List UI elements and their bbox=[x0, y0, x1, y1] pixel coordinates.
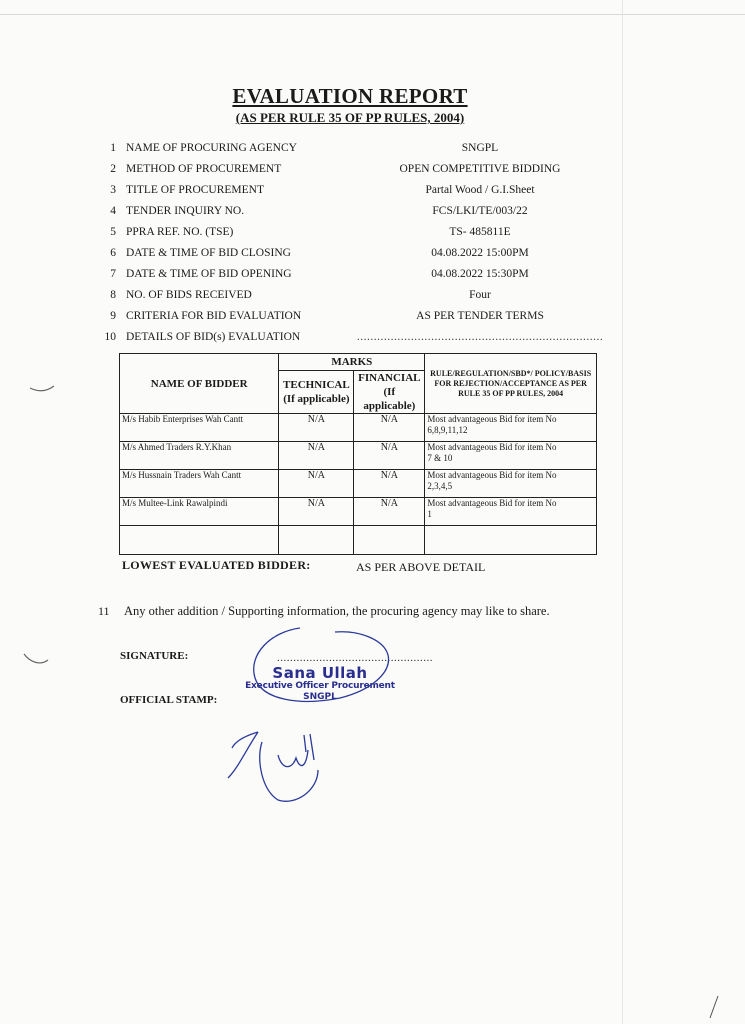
header-technical-label: TECHNICAL bbox=[283, 379, 350, 391]
detail-row bbox=[0, 289, 745, 309]
detail-row bbox=[0, 331, 745, 351]
table-row bbox=[120, 414, 597, 442]
lowest-bidder-label: LOWEST EVALUATED BIDDER: bbox=[122, 558, 311, 572]
evaluation-basis bbox=[425, 442, 597, 470]
other-info-text: Any other addition / Supporting information, the procuring agency may like to share. bbox=[124, 604, 550, 618]
header-technical-applicable: (If applicable) bbox=[283, 393, 350, 405]
basis-text: Most advantageous Bid for item No bbox=[427, 414, 557, 424]
report-title: EVALUATION REPORT bbox=[232, 84, 468, 108]
detail-label: NO. OF BIDS RECEIVED bbox=[126, 289, 252, 301]
detail-row bbox=[0, 247, 745, 267]
detail-value: AS PER TENDER TERMS bbox=[416, 310, 544, 322]
detail-label: TITLE OF PROCUREMENT bbox=[126, 184, 264, 196]
financial-marks: N/A bbox=[354, 498, 425, 526]
detail-value: TS- 485811E bbox=[449, 226, 511, 238]
evaluation-basis bbox=[425, 498, 597, 526]
table-row bbox=[120, 470, 597, 498]
stamp-title: Executive Officer Procurement bbox=[245, 681, 395, 691]
detail-number: 6 bbox=[110, 247, 116, 259]
detail-label: NAME OF PROCURING AGENCY bbox=[126, 142, 297, 154]
official-stamp-label: OFFICIAL STAMP: bbox=[120, 694, 218, 706]
signature-label: SIGNATURE: bbox=[120, 650, 189, 662]
corner-mark bbox=[710, 996, 718, 1018]
detail-row bbox=[0, 205, 745, 225]
technical-marks: N/A bbox=[279, 414, 354, 442]
detail-label: METHOD OF PROCUREMENT bbox=[126, 163, 282, 175]
detail-row bbox=[0, 163, 745, 183]
stamp-name: Sana Ullah bbox=[272, 664, 368, 682]
detail-value: Partal Wood / G.I.Sheet bbox=[425, 184, 535, 196]
basis-text: Most advantageous Bid for item No bbox=[427, 498, 557, 508]
empty-cell bbox=[120, 526, 279, 555]
detail-row bbox=[0, 142, 745, 162]
detail-value: SNGPL bbox=[461, 142, 499, 154]
scan-edge-line bbox=[0, 14, 745, 15]
detail-number: 7 bbox=[110, 268, 116, 280]
detail-label: DETAILS OF BID(s) EVALUATION bbox=[126, 331, 301, 343]
report-subtitle: (AS PER RULE 35 OF PP RULES, 2004) bbox=[235, 110, 465, 125]
detail-row bbox=[0, 268, 745, 288]
detail-number: 5 bbox=[110, 226, 116, 238]
evaluation-table bbox=[119, 353, 597, 555]
table-row-empty bbox=[120, 526, 597, 555]
header-technical bbox=[279, 371, 354, 414]
detail-label: CRITERIA FOR BID EVALUATION bbox=[126, 310, 302, 322]
detail-number: 10 bbox=[104, 331, 116, 343]
detail-row bbox=[0, 310, 745, 330]
bidder-name: M/s Habib Enterprises Wah Cantt bbox=[120, 414, 279, 442]
margin-mark-2 bbox=[24, 654, 48, 663]
financial-marks: N/A bbox=[354, 414, 425, 442]
bidder-name: M/s Hussnain Traders Wah Cantt bbox=[120, 470, 279, 498]
empty-cell bbox=[425, 526, 597, 555]
detail-label: DATE & TIME OF BID OPENING bbox=[126, 268, 292, 280]
other-info-number: 11 bbox=[98, 604, 110, 618]
header-name-of-bidder: NAME OF BIDDER bbox=[120, 354, 279, 414]
detail-value: ......................................................................... bbox=[356, 331, 604, 343]
table-row bbox=[120, 442, 597, 470]
basis-items: 2,3,4,5 bbox=[427, 481, 453, 491]
stamp-org: SNGPL bbox=[303, 692, 337, 702]
table-row bbox=[120, 498, 597, 526]
financial-marks: N/A bbox=[354, 442, 425, 470]
basis-text: Most advantageous Bid for item No bbox=[427, 442, 557, 452]
detail-row bbox=[0, 226, 745, 246]
detail-value: Four bbox=[469, 289, 491, 301]
header-rule: RULE/REGULATION/SBD*/ POLICY/BASIS FOR REJECTION/ACCEPTANCE AS PER RULE 35 OF PP RULES, 2004 bbox=[425, 354, 597, 414]
signature-line: ................................................ bbox=[277, 652, 433, 664]
detail-number: 2 bbox=[110, 163, 116, 175]
lowest-bidder-value: AS PER ABOVE DETAIL bbox=[356, 560, 486, 574]
basis-text: Most advantageous Bid for item No bbox=[427, 470, 557, 480]
detail-label: TENDER INQUIRY NO. bbox=[126, 205, 245, 217]
bidder-name: M/s Multee-Link Rawalpindi bbox=[120, 498, 279, 526]
technical-marks: N/A bbox=[279, 442, 354, 470]
technical-marks: N/A bbox=[279, 498, 354, 526]
detail-value: 04.08.2022 15:00PM bbox=[431, 247, 529, 259]
detail-value: FCS/LKI/TE/003/22 bbox=[432, 205, 528, 217]
basis-items: 7 & 10 bbox=[427, 453, 453, 463]
empty-cell bbox=[279, 526, 354, 555]
official-stamp bbox=[240, 664, 400, 702]
header-financial-label: FINANCIAL bbox=[358, 372, 421, 384]
evaluation-basis bbox=[425, 414, 597, 442]
header-marks: MARKS bbox=[279, 354, 425, 371]
detail-number: 4 bbox=[110, 205, 116, 217]
basis-items: 6,8,9,11,12 bbox=[427, 425, 468, 435]
basis-items: 1 bbox=[427, 509, 432, 519]
header-financial-applicable: (If applicable) bbox=[363, 386, 416, 412]
margin-mark-1 bbox=[30, 386, 54, 391]
technical-marks: N/A bbox=[279, 470, 354, 498]
evaluation-table-body bbox=[120, 414, 597, 555]
bidder-name: M/s Ahmed Traders R.Y.Khan bbox=[120, 442, 279, 470]
detail-number: 8 bbox=[110, 289, 116, 301]
detail-value: OPEN COMPETITIVE BIDDING bbox=[399, 163, 561, 175]
empty-cell bbox=[354, 526, 425, 555]
initials-mark bbox=[228, 732, 318, 801]
detail-number: 9 bbox=[110, 310, 116, 322]
detail-number: 1 bbox=[110, 142, 116, 154]
header-financial bbox=[354, 371, 425, 414]
detail-number: 3 bbox=[110, 184, 116, 196]
evaluation-basis bbox=[425, 470, 597, 498]
detail-label: PPRA REF. NO. (TSE) bbox=[126, 226, 234, 238]
detail-row bbox=[0, 184, 745, 204]
detail-label: DATE & TIME OF BID CLOSING bbox=[126, 247, 291, 259]
financial-marks: N/A bbox=[354, 470, 425, 498]
detail-value: 04.08.2022 15:30PM bbox=[431, 268, 529, 280]
